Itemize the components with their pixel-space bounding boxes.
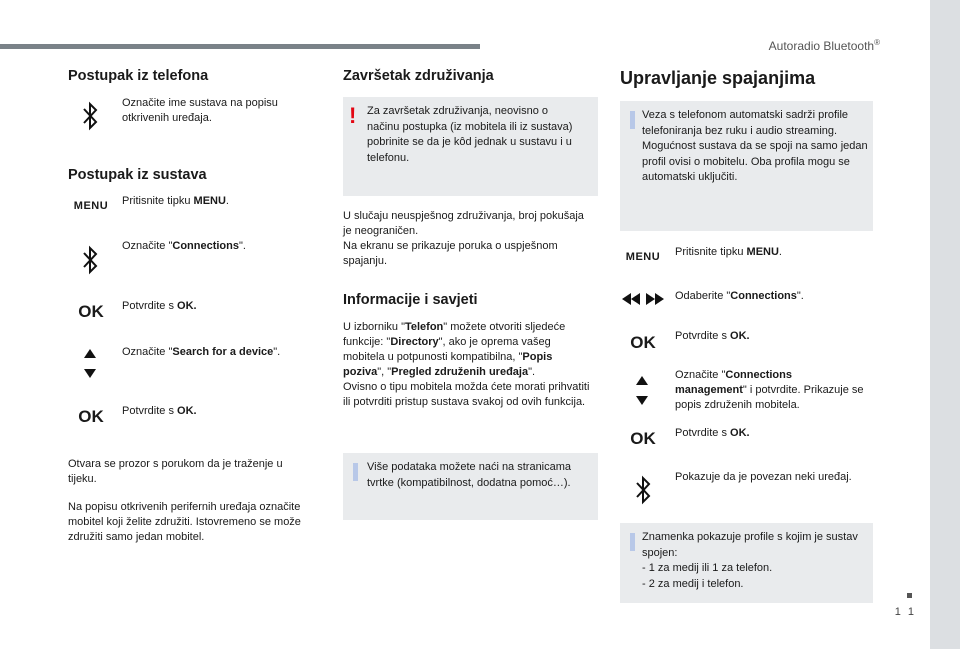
menu-button-icon: MENU bbox=[625, 251, 661, 263]
system-step-1: Pritisnite tipku MENU. bbox=[122, 195, 229, 207]
warning-text: Za završetak združivanja, neovisno o načinu postupka (iz mobitela ili iz sustava) pobrinite se da je kôd jednak u sustavu i u telefonu. bbox=[367, 105, 573, 164]
info-icon bbox=[630, 111, 635, 129]
manage-step-3: Potvrdite s OK. bbox=[675, 330, 750, 342]
search-in-progress-text: Otvara se prozor s porukom da je traženje u tijeku. bbox=[68, 458, 283, 485]
system-step-3: Potvrdite s OK. bbox=[122, 300, 197, 312]
access-confirm-text: Ovisno o tipu mobitela možda ćete morati prihvatiti ili potvrditi pristup sustava svakoj od ovih funkcija. bbox=[343, 381, 590, 408]
digit-info-text: Znamenka pokazuje profile s kojim je sustav spojen: bbox=[642, 531, 858, 559]
profiles-info-text: Veza s telefonom automatski sadrži profile telefoniranja bez ruku i audio streaming. Mogućnost sustava da se spoji na samo jedan profil ovisi o mobitelu. Oba profila mogu se automatski uključiti. bbox=[642, 109, 868, 183]
info-website-text: Više podataka možete naći na stranicama tvrtke (kompatibilnost, dodatna pomoć…). bbox=[367, 461, 572, 489]
pairing-fail-text: U slučaju neuspješnog združivanja, broj pokušaja je neograničen. bbox=[343, 210, 584, 237]
phone-step-text: Označite ime sustava na popisu otkrivenih uređaja. bbox=[122, 97, 278, 124]
digit-info-item-1: - 1 za medij ili 1 za telefon. bbox=[642, 562, 773, 574]
pairing-success-text: Na ekranu se prikazuje poruka o uspješnom spajanju. bbox=[343, 240, 558, 267]
ok-button-icon: OK bbox=[78, 407, 104, 426]
ok-button-icon: OK bbox=[630, 333, 656, 352]
warning-icon: ! bbox=[349, 103, 357, 128]
ok-button-icon: OK bbox=[630, 429, 656, 448]
heading-info-tips: Informacije i savjeti bbox=[343, 292, 478, 308]
digit-info-item-2: - 2 za medij i telefon. bbox=[642, 578, 744, 590]
top-rule bbox=[0, 44, 480, 49]
heading-pairing-finish: Završetak združivanja bbox=[343, 68, 494, 84]
info-box-website bbox=[343, 453, 598, 520]
bluetooth-icon bbox=[78, 100, 102, 132]
system-step-4: Označite "Search for a device". bbox=[122, 346, 281, 358]
page-number: 1 1 bbox=[894, 606, 916, 618]
system-step-2: Označite "Connections". bbox=[122, 240, 246, 252]
bluetooth-icon bbox=[631, 474, 655, 506]
manage-step-5: Potvrdite s OK. bbox=[675, 427, 750, 439]
manage-step-1: Pritisnite tipku MENU. bbox=[675, 246, 782, 258]
page-header: Autoradio Bluetooth® bbox=[768, 38, 880, 53]
heading-connection-management: Upravljanje spajanjima bbox=[620, 68, 816, 88]
info-icon bbox=[630, 533, 635, 551]
page-marker bbox=[907, 593, 912, 598]
manage-step-4: Označite "Connections management" i potvrdite. Prikazuje se popis združenih mobitela. bbox=[675, 369, 864, 411]
up-down-arrows-icon bbox=[80, 346, 100, 382]
info-box-digit bbox=[620, 523, 873, 603]
info-box-profiles bbox=[620, 101, 873, 231]
ok-button-icon: OK bbox=[78, 302, 104, 321]
heading-system-procedure: Postupak iz sustava bbox=[68, 167, 207, 183]
up-down-arrows-icon bbox=[632, 373, 652, 409]
bluetooth-icon bbox=[78, 244, 102, 276]
select-phone-text: Na popisu otkrivenih perifernih uređaja označite mobitel koji želite združiti. Istovremeno se može združiti samo jedan mobitel. bbox=[68, 501, 301, 543]
system-step-5: Potvrdite s OK. bbox=[122, 405, 197, 417]
heading-phone-procedure: Postupak iz telefona bbox=[68, 68, 209, 84]
side-margin bbox=[930, 0, 960, 649]
manage-step-6: Pokazuje da je povezan neki uređaj. bbox=[675, 471, 852, 483]
menu-button-icon: MENU bbox=[73, 200, 109, 212]
info-tips-text: U izborniku "Telefon" možete otvoriti sljedeće funkcije: "Directory", ako je oprema vašeg mobitela u potpunosti kompatibilna, "Popis poziva", "Pregled združenih uređaja". bbox=[343, 321, 566, 378]
warning-box bbox=[343, 97, 598, 196]
manage-step-2: Odaberite "Connections". bbox=[675, 290, 804, 302]
left-right-arrows-icon bbox=[620, 291, 666, 307]
info-icon bbox=[353, 463, 358, 481]
